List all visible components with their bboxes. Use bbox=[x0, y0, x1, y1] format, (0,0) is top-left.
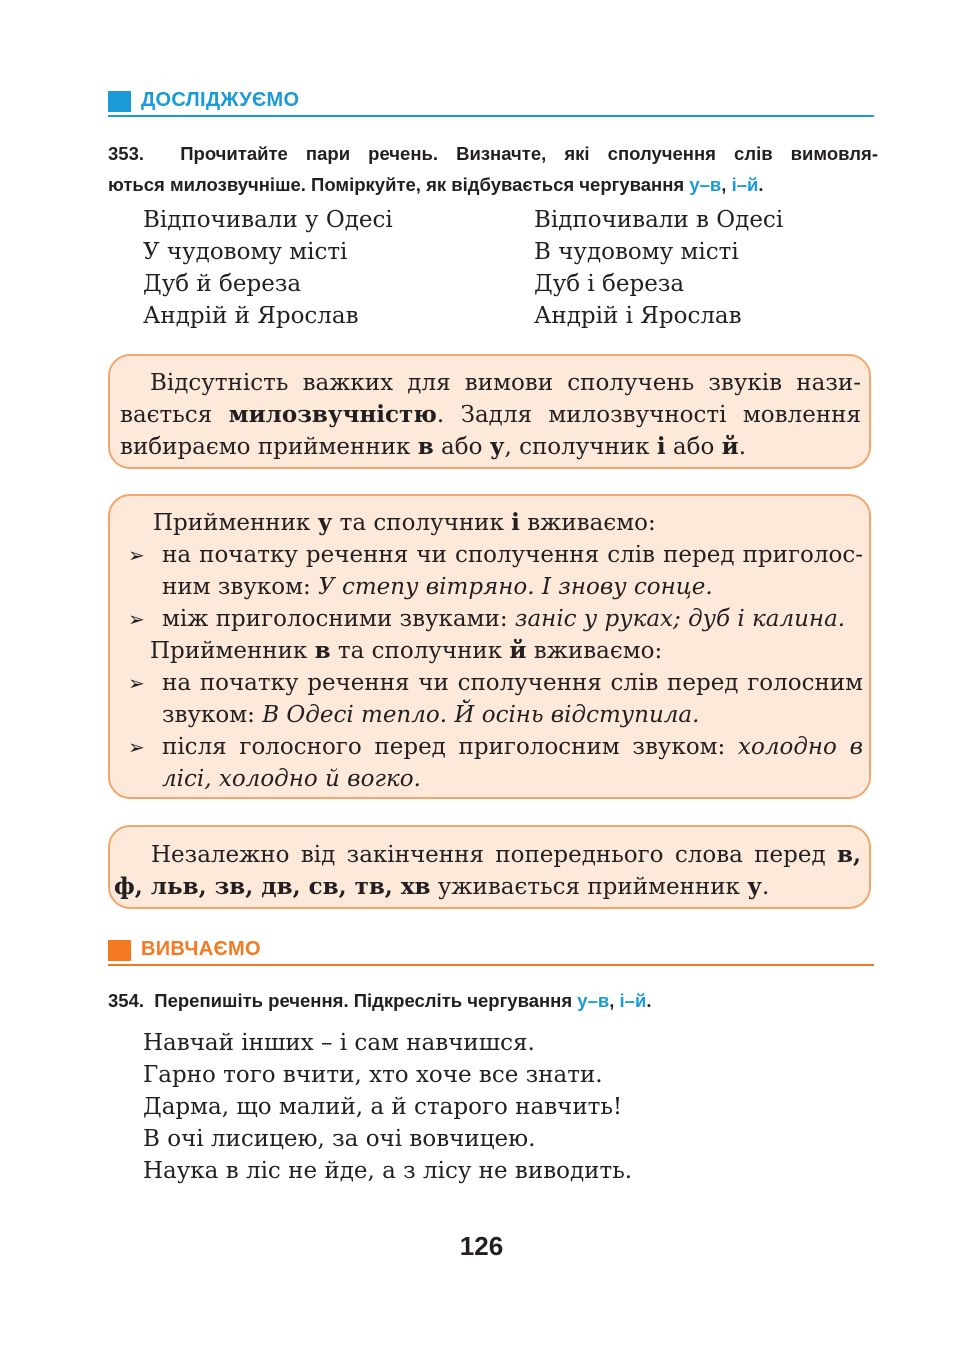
rule-box-usage bbox=[108, 494, 871, 799]
rule-text: Незалежно від закінчення попереднього слова перед в, ф, льв, зв, дв, св, тв, хв уживається прийменник у. bbox=[114, 841, 861, 900]
arrow-bullet-icon: ➢ bbox=[128, 735, 145, 759]
task-353-line1 bbox=[108, 138, 878, 169]
rule-box-preposition bbox=[108, 825, 871, 909]
proverb: Дарма, що малий, а й старого навчить! bbox=[143, 1094, 623, 1120]
pair-right: Відпочивали в Одесі bbox=[534, 207, 784, 233]
arrow-bullet-icon: ➢ bbox=[128, 543, 145, 567]
pair-right: В чудовому місті bbox=[534, 239, 739, 265]
pair-right: Дуб і береза bbox=[534, 271, 685, 297]
alternation-u-v: у–в bbox=[577, 990, 610, 1011]
rule-bullet: ➢ після голосного перед приголосним звуком: холодно в лісі, холодно й вогко. bbox=[110, 731, 863, 795]
pair-row bbox=[143, 204, 863, 236]
section-header-study bbox=[108, 937, 874, 963]
task-text: Перепишіть речення. Підкресліть чергування bbox=[154, 990, 573, 1011]
blue-square-icon bbox=[108, 91, 131, 112]
rule-box-euphony bbox=[108, 354, 871, 469]
arrow-bullet-icon: ➢ bbox=[128, 607, 145, 631]
pair-right: Андрій і Ярослав bbox=[534, 303, 742, 329]
pair-left: Відпочивали у Одесі bbox=[143, 207, 393, 233]
pair-left: У чудовому місті bbox=[143, 239, 348, 265]
task-number: 354. bbox=[108, 990, 145, 1011]
proverb: Навчай інших – і сам навчишся. bbox=[143, 1030, 535, 1056]
section-title: ВИВЧАЄМО bbox=[141, 938, 261, 960]
section-divider bbox=[108, 964, 874, 966]
rule-bullet: ➢ на початку речення чи сполучення слів перед голосним звуком: В Одесі тепло. Й осінь відступила. bbox=[110, 667, 863, 731]
rule-intro-v-y: Прийменник в та сполучник й вживаємо: bbox=[150, 637, 663, 664]
pair-row bbox=[143, 268, 863, 300]
orange-square-icon bbox=[108, 940, 131, 961]
section-header-research bbox=[108, 88, 874, 114]
task-text: ються милозвучніше. Поміркуйте, як відбувається чергування bbox=[108, 174, 685, 195]
section-title: ДОСЛІДЖУЄМО bbox=[141, 89, 300, 111]
pair-left: Дуб й береза bbox=[143, 271, 302, 297]
rule-intro-u-i: Прийменник у та сполучник і вживаємо: bbox=[153, 509, 656, 536]
proverb: Наука в ліс не йде, а з лісу не виводить. bbox=[143, 1158, 633, 1184]
sentence-pairs bbox=[143, 204, 863, 332]
alternation-i-y: і–й bbox=[619, 990, 647, 1011]
rule-bullet: ➢ між приголосними звуками: заніс у руках; дуб і калина. bbox=[110, 603, 863, 635]
alternation-i-y: і–й bbox=[731, 174, 759, 195]
pair-left: Андрій й Ярослав bbox=[143, 303, 359, 329]
rule-bullet: ➢ на початку речення чи сполучення слів перед приголос- ним звуком: У степу вітряно. І знову сонце. bbox=[110, 539, 863, 603]
task-354: 354. Перепишіть речення. Підкресліть чергування у–в, і–й. bbox=[108, 990, 652, 1011]
task-text: Прочитайте пари речень. Визначте, які сполучення слів вимовля- bbox=[180, 143, 879, 164]
rule-text: Відсутність важких для вимови сполучень звуків нази- вається милозвучністю. Задля милозвучності мовлення вибираємо прийменник в або у, сполучник і або й. bbox=[120, 370, 861, 460]
section-divider bbox=[108, 115, 874, 117]
proverb: В очі лисицею, за очі вовчицею. bbox=[143, 1126, 536, 1152]
arrow-bullet-icon: ➢ bbox=[128, 671, 145, 695]
proverbs-list bbox=[143, 1027, 632, 1187]
task-number: 353. bbox=[108, 143, 145, 164]
page-number: 126 bbox=[459, 1231, 504, 1261]
task-353-line2: ються милозвучніше. Поміркуйте, як відбувається чергування у–в, і–й. bbox=[108, 174, 764, 195]
alternation-u-v: у–в bbox=[689, 174, 722, 195]
proverb: Гарно того вчити, хто хоче все знати. bbox=[143, 1062, 603, 1088]
pair-row bbox=[143, 300, 863, 332]
pair-row bbox=[143, 236, 863, 268]
task-353 bbox=[108, 138, 878, 200]
